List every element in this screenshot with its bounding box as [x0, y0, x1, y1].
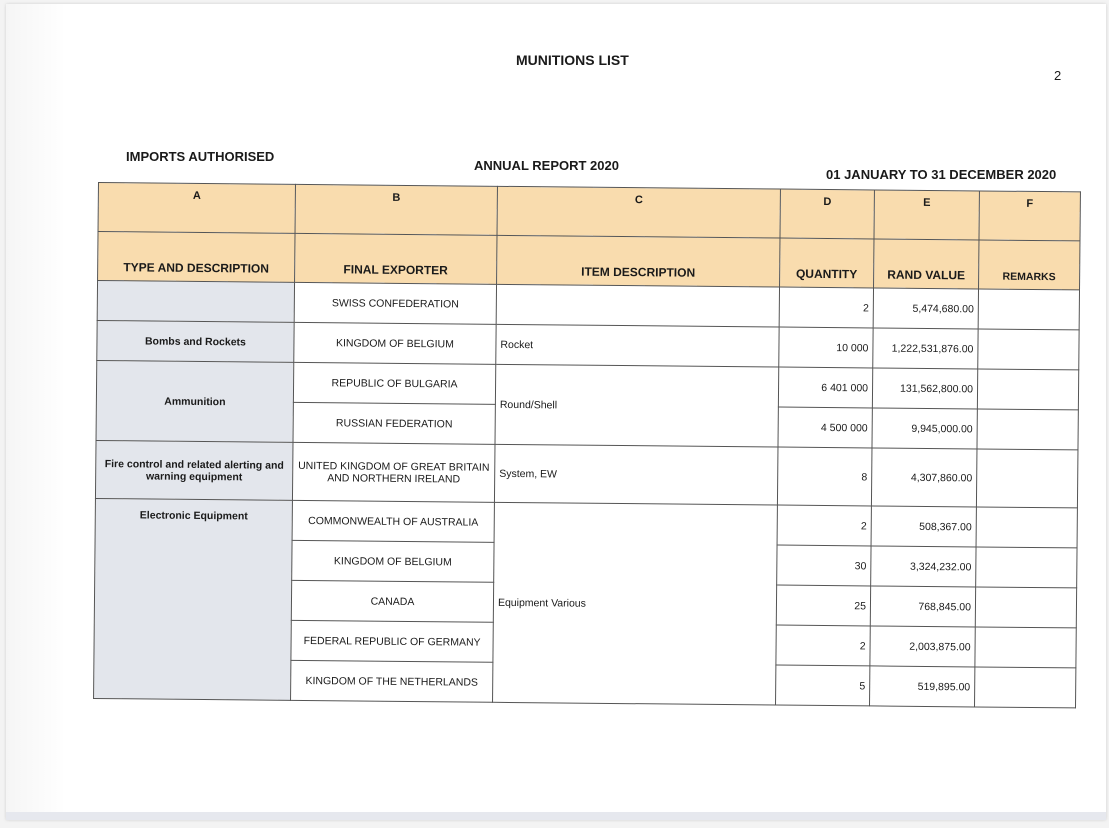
quantity-cell: 10 000 [779, 327, 873, 368]
remarks-cell [975, 587, 1076, 628]
remarks-cell [976, 507, 1077, 548]
quantity-cell: 2 [776, 625, 870, 666]
column-header-quantity: QUANTITY [780, 238, 874, 288]
column-letter: B [295, 184, 497, 235]
period-heading: 01 JANUARY TO 31 DECEMBER 2020 [826, 167, 1057, 182]
quantity-cell: 5 [776, 665, 870, 706]
exporter-cell: CANADA [291, 580, 493, 622]
item-cell [496, 284, 779, 327]
page-number: 2 [1054, 68, 1062, 83]
exporter-cell: FEDERAL REPUBLIC OF GERMANY [291, 620, 493, 662]
value-cell: 768,845.00 [870, 586, 975, 627]
document-title: MUNITIONS LIST [516, 52, 629, 68]
value-cell: 519,895.00 [870, 666, 975, 707]
remarks-cell [977, 409, 1078, 450]
remarks-cell [978, 329, 1079, 370]
table-row [95, 498, 1077, 547]
report-heading: ANNUAL REPORT 2020 [474, 158, 619, 173]
column-letter: D [780, 189, 874, 239]
item-cell: System, EW [494, 444, 778, 505]
value-cell: 4,307,860.00 [871, 448, 977, 507]
column-header-exporter: FINAL EXPORTER [295, 233, 497, 284]
remarks-cell [975, 627, 1076, 668]
imports-heading: IMPORTS AUTHORISED [126, 149, 275, 164]
exporter-cell: KINGDOM OF BELGIUM [292, 540, 494, 582]
value-cell: 9,945,000.00 [872, 408, 977, 449]
quantity-cell: 4 500 000 [778, 407, 872, 448]
exporter-cell: RUSSIAN FEDERATION [293, 402, 495, 444]
munitions-table [93, 182, 1081, 708]
column-header-type: TYPE AND DESCRIPTION [98, 232, 295, 283]
type-cell: Fire control and related alerting and warning equipment [95, 440, 293, 500]
exporter-cell: COMMONWEALTH OF AUSTRALIA [292, 500, 494, 542]
table-row [95, 440, 1078, 507]
exporter-cell: KINGDOM OF THE NETHERLANDS [291, 660, 493, 702]
remarks-cell [976, 547, 1077, 588]
column-letter: A [98, 183, 295, 234]
quantity-cell: 30 [777, 545, 871, 586]
value-cell: 2,003,875.00 [870, 626, 975, 667]
quantity-cell: 25 [776, 585, 870, 626]
item-cell: Rocket [496, 324, 779, 367]
remarks-cell [978, 289, 1079, 330]
value-cell: 3,324,232.00 [871, 546, 976, 587]
column-letter: E [874, 190, 979, 240]
exporter-cell: REPUBLIC OF BULGARIA [293, 362, 495, 404]
scanner-edge [6, 812, 1106, 820]
remarks-cell [975, 667, 1076, 708]
exporter-cell: SWISS CONFEDERATION [294, 282, 496, 324]
column-header-remarks: REMARKS [979, 240, 1080, 290]
quantity-cell: 2 [777, 505, 871, 546]
item-cell: Round/Shell [495, 364, 779, 447]
type-cell [97, 281, 294, 323]
quantity-cell: 8 [777, 447, 872, 506]
document-page [6, 4, 1106, 820]
column-letter: F [979, 191, 1080, 241]
quantity-cell: 6 401 000 [778, 367, 872, 408]
munitions-table-wrapper [93, 182, 1081, 708]
value-cell: 1,222,531,876.00 [873, 328, 978, 369]
quantity-cell: 2 [779, 287, 873, 328]
table-row [96, 360, 1078, 409]
remarks-cell [976, 449, 1078, 508]
type-cell: Electronic Equipment [94, 498, 293, 700]
exporter-cell: KINGDOM OF BELGIUM [294, 322, 496, 364]
remarks-cell [977, 369, 1078, 410]
value-cell: 131,562,800.00 [872, 368, 977, 409]
column-letter: C [497, 186, 780, 238]
type-cell: Ammunition [96, 360, 294, 442]
scan-shadow [6, 4, 66, 820]
item-cell: Equipment Various [493, 502, 778, 705]
value-cell: 508,367.00 [871, 506, 976, 547]
type-cell: Bombs and Rockets [97, 320, 294, 362]
column-header-value: RAND VALUE [874, 239, 979, 289]
column-header-item: ITEM DESCRIPTION [497, 235, 780, 287]
exporter-cell: UNITED KINGDOM OF GREAT BRITAIN AND NORTHERN IRELAND [292, 442, 495, 502]
value-cell: 5,474,680.00 [873, 288, 978, 329]
